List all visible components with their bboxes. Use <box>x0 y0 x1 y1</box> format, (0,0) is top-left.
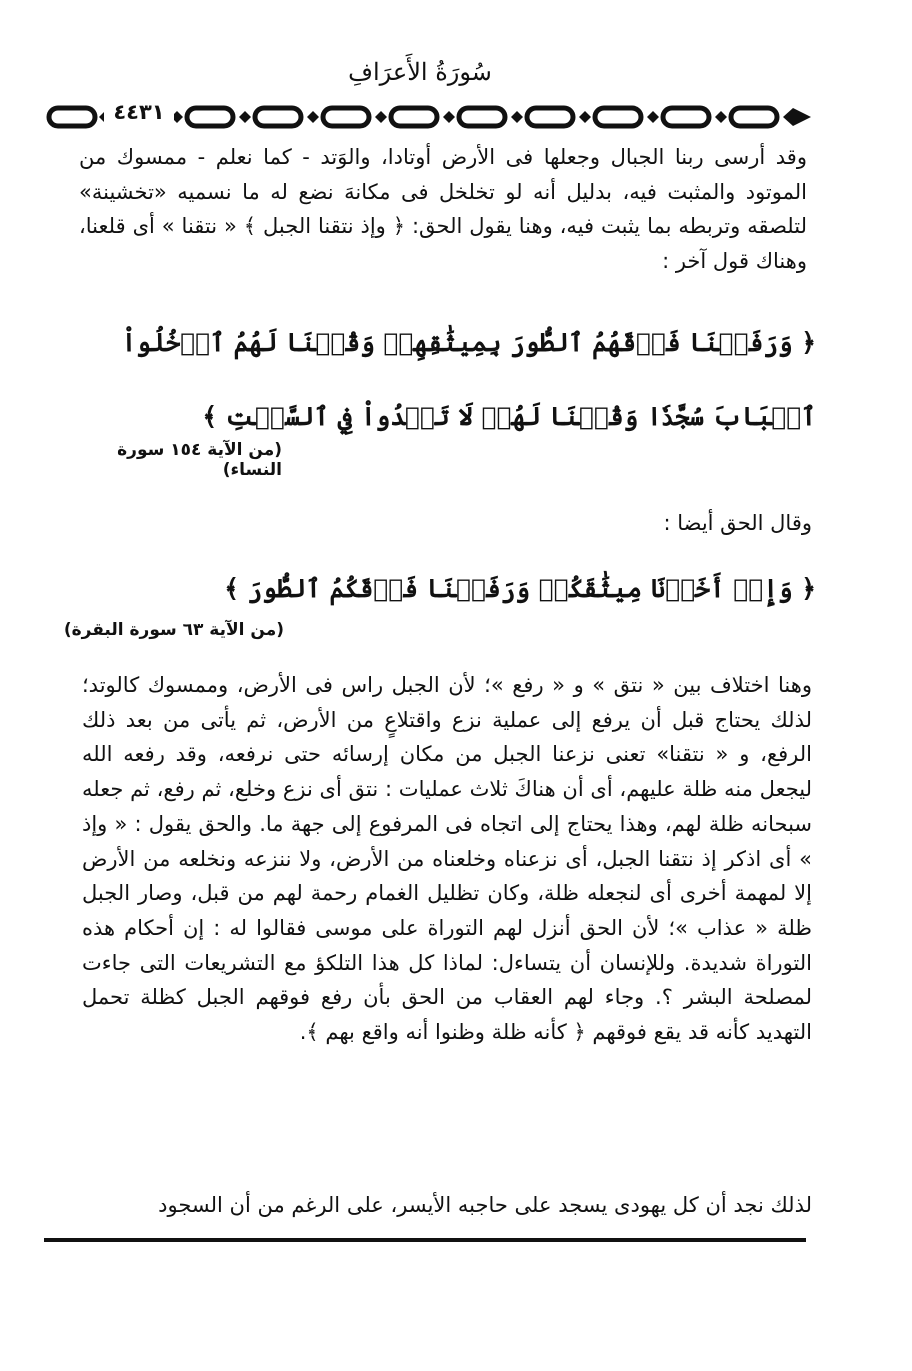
body-paragraph-3: لذلك نجد أن كل يهودى يسجد على حاجبه الأيسر، على الرغم من أن السجود <box>158 1193 812 1217</box>
quran-verse-baqarah-63: ﴿ وَإِذۡ أَخَذۡنَا مِيثَٰقَكُمۡ وَرَفَعۡنَا فَوۡقَكُمُ ٱلطُّورَ ﴾ <box>224 574 816 603</box>
surah-title: سُورَةُ الأَعرَافِ <box>348 58 492 86</box>
page-number: ٤٤٣١ <box>104 100 174 124</box>
body-paragraph-intro: وقال الحق أيضا : <box>663 511 812 535</box>
verse-reference-baqarah: (من الآية ٦٣ سورة البقرة) <box>63 620 284 640</box>
verse-reference-nisa: (من الآية ١٥٤ سورة النساء) <box>117 440 282 480</box>
quran-verse-nisa-154: ﴿ وَرَفَعۡنَا فَوۡقَهُمُ ٱلطُّورَ بِمِيثَٰقِهِمۡ وَقُلۡنَا لَهُمُ ٱدۡخُلُواْ ٱلۡبَابَ سُجَّدٗا وَقُلۡنَا لَهُمۡ لَا تَعۡدُواْ فِي ٱلسَّبۡتِ ﴾ <box>121 328 816 431</box>
footer-rule <box>44 1238 806 1242</box>
body-paragraph-2: وهنا اختلاف بين « نتق » و « رفع »؛ لأن الجبل راس فى الأرض، وممسوك كالوتد؛ لذلك يحتاج قبل أن يرفع إلى عملية نزع واقتلاعٍ من الأرض، ثم يأتى من بعد ذلك الرفع، و « نتقنا» تعنى نزعنا الجبل من مكان إرسائه حتى نرفعه، وقد رفعه الله ليجعل منه ظلة عليهم، أى أن هناكَ ثلاث عمليات : نتق أى نزع وخلع، ثم رفع، ثم جعله سبحانه ظلة لهم، وهذا يحتاج إلى اتجاه فى المرفوع إلى جهة ما. والحق يقول : « وإذ » أى اذكر إذ نتقنا الجبل، أى نزعناه وخلعناه من الأرض، ولا ننزعه ونخلعه من الأرض إلا لمهمة أخرى أى لنجعله ظلة، وكان تظليل الغمام رحمة لهم من قبل، وصار الجبل ظلة « عذاب »؛ لأن الحق أنزل لهم التوراة على موسى فقالوا له : إن أحكام هذه التوراة شديدة. وللإنسان أن يتساءل: لماذا كل هذا التلكؤ مع التشريعات التى جاءت لمصلحة البشر ؟. وجاء لهم العقاب من الحق بأن رفع فوقهم الجبل كظلة تحمل التهديد كأنه قد يقع فوقهم ﴿ كأنه ظلة وظنوا أنه واقع بهم ﴾. <box>82 673 812 1045</box>
body-paragraph-1: وقد أرسى ربنا الجبال وجعلها فى الأرض أوتادا، والوَتد - كما نعلم - ممسوك من الموتود والمثبت فيه، بدليل أنه لو تخلخل فى مكانهَ نضع له ما نسميه «تخشينة» لتلصقه وتربطه بما يثبت فيه، وهنا يقول الحق: ﴿ وإذ نتقنا الجبل ﴾ « نتقنا » أى قلعنا، وهناك قول آخر : <box>79 145 807 274</box>
